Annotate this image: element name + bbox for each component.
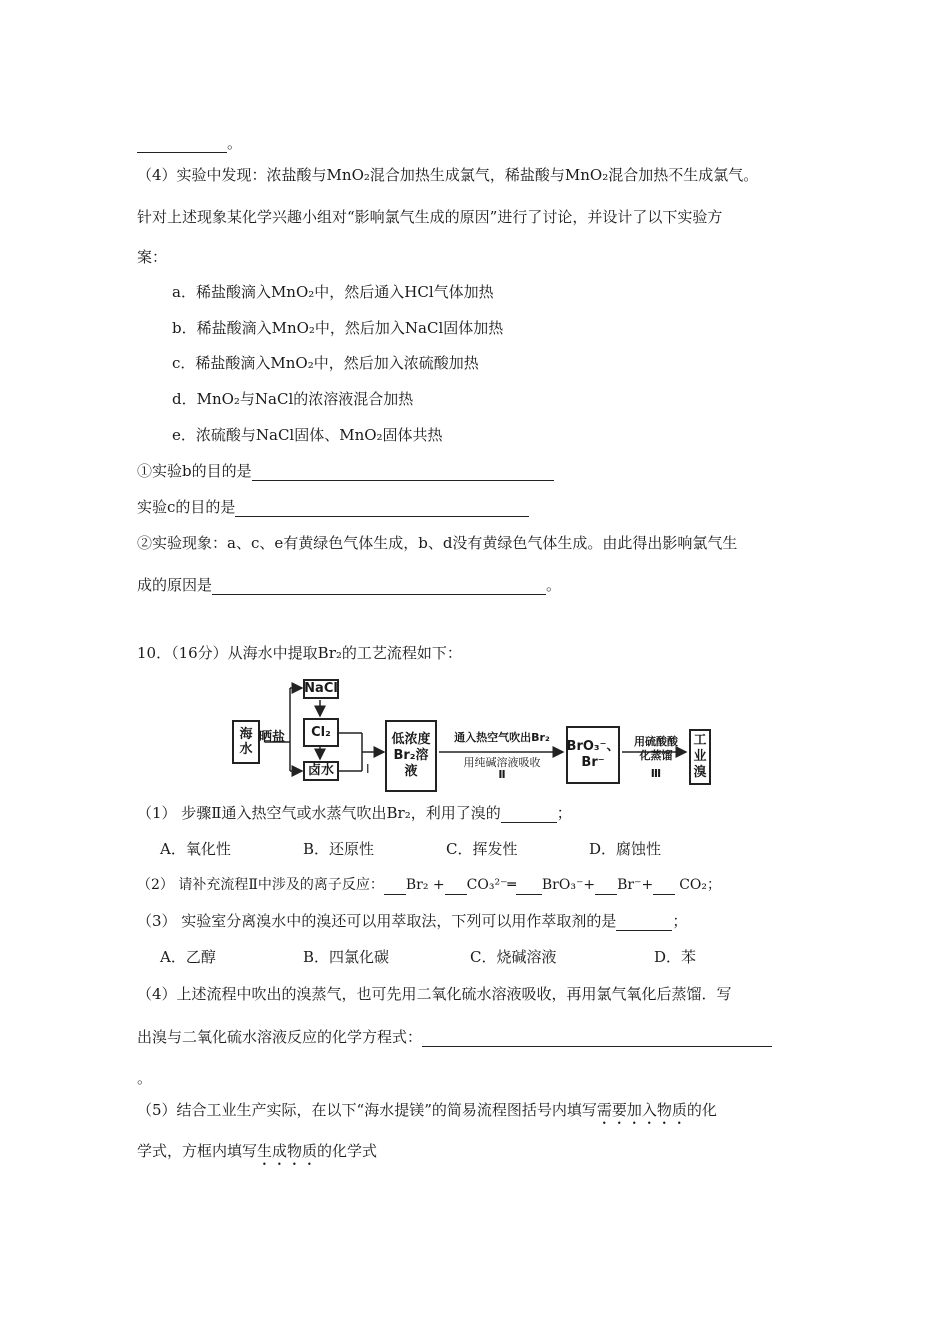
q4-option-b: b．稀盐酸滴入MnO₂中，然后加入NaCl固体加热 (172, 319, 504, 337)
answer-blank[interactable] (235, 500, 529, 517)
answer-blank[interactable] (422, 1030, 772, 1047)
q10-p1-options (160, 839, 661, 859)
q4-sub2-line1: ②实验现象：a、c、e有黄绿色气体生成，b、d没有黄绿色气体生成。由此得出影响氯气生 (137, 534, 738, 552)
q10-p5-line1: （5）结合工业生产实际，在以下“海水提镁”的简易流程图括号内填写需要加入物质的化 (137, 1101, 717, 1119)
option-a[interactable]: A．乙醇 (160, 948, 216, 966)
q4-line3: 案： (137, 248, 168, 266)
option-c[interactable]: C．烧碱溶液 (470, 948, 557, 966)
answer-blank[interactable] (595, 878, 617, 895)
q10-heading: 10．（16分）从海水中提取Br₂的工艺流程如下： (137, 644, 462, 662)
q10-p4-line1: （4）上述流程中吹出的溴蒸气，也可先用二氧化硫水溶液吸收，再用氯气氧化后蒸馏．写 (137, 985, 732, 1003)
seawater-box: 海水 (232, 720, 260, 764)
q10-p4-line2: 出溴与二氧化硫水溶液反应的化学方程式： (137, 1027, 772, 1047)
q10-p1: （1） 步骤Ⅱ通入热空气或水蒸气吹出Br₂，利用了溴的 ； (137, 804, 572, 822)
step-2-top-label: 通入热空气吹出Br₂ (454, 731, 550, 744)
option-d[interactable]: D．苯 (654, 948, 697, 966)
q10-p4-end: 。 (137, 1069, 153, 1087)
step-3-bottom-label: 化蒸馏 (639, 749, 673, 762)
q4-option-e: e．浓硫酸与NaCl固体、MnO₂固体共热 (172, 426, 443, 444)
option-d[interactable]: D．腐蚀性 (589, 840, 662, 858)
brine-box: 卤水 (303, 761, 339, 781)
q10-p2: （2） 请补充流程Ⅱ中涉及的离子反应： Br₂ + CO₃²⁻═ BrO₃⁻+ Br⁻+ CO₂； (137, 877, 722, 893)
q4-line1: （4）实验中发现：浓盐酸与MnO₂混合加热生成氯气，稀盐酸与MnO₂混合加热不生成氯气。 (137, 166, 759, 184)
answer-blank[interactable] (616, 914, 672, 931)
answer-blank[interactable] (516, 878, 542, 895)
step-3-label: Ⅲ (650, 767, 662, 780)
q4-option-a: a．稀盐酸滴入MnO₂中，然后通入HCl气体加热 (172, 283, 494, 301)
top-answer-line: 。 (137, 133, 242, 153)
option-b[interactable]: B．四氯化碳 (303, 948, 390, 966)
cl2-box: Cl₂ (303, 718, 339, 747)
answer-blank[interactable] (137, 136, 227, 153)
q4-sub1: ①实验b的目的是 (137, 461, 554, 481)
answer-blank[interactable] (653, 878, 675, 895)
q10-p3-options (160, 947, 696, 967)
step-1-label: Ⅰ (366, 762, 370, 776)
answer-blank[interactable] (445, 878, 467, 895)
q4-option-c: c．稀盐酸滴入MnO₂中，然后加入浓硫酸加热 (172, 354, 479, 372)
q4-line2: 针对上述现象某化学兴趣小组对“影响氯气生成的原因”进行了讨论，并设计了以下实验方 (137, 208, 723, 226)
answer-blank[interactable] (212, 578, 546, 595)
q10-p5-line2: 学式，方框内填写生成物质的化学式 (137, 1142, 378, 1160)
q4-option-d: d．MnO₂与NaCl的浓溶液混合加热 (172, 390, 414, 408)
answer-blank[interactable] (384, 878, 406, 895)
evaporation-label: 晒盐 (259, 730, 286, 745)
step-2-bottom-label: 用纯碱溶液吸收 (463, 756, 541, 769)
q10-p3: （3） 实验室分离溴水中的溴还可以用萃取法，下列可以用作萃取剂的是 ； (137, 912, 688, 930)
low-conc-br2-box: 低浓度Br₂溶液 (385, 720, 437, 792)
nacl-box: NaCl (303, 679, 339, 699)
step-3-top-label: 用硫酸酸 (634, 735, 678, 748)
bromate-bromide-box: BrO₃⁻、Br⁻ (566, 726, 620, 784)
option-c[interactable]: C．挥发性 (446, 840, 518, 858)
q4-sub2-line2: 成的原因是 。 (137, 576, 562, 594)
option-b[interactable]: B．还原性 (303, 840, 375, 858)
industrial-bromine-box: 工业溴 (689, 729, 711, 785)
answer-blank[interactable] (501, 806, 557, 823)
step-2-label: Ⅱ (498, 768, 506, 781)
q4-sub1c: 实验c的目的是 (137, 497, 529, 517)
answer-blank[interactable] (252, 464, 554, 481)
option-a[interactable]: A．氧化性 (160, 840, 231, 858)
